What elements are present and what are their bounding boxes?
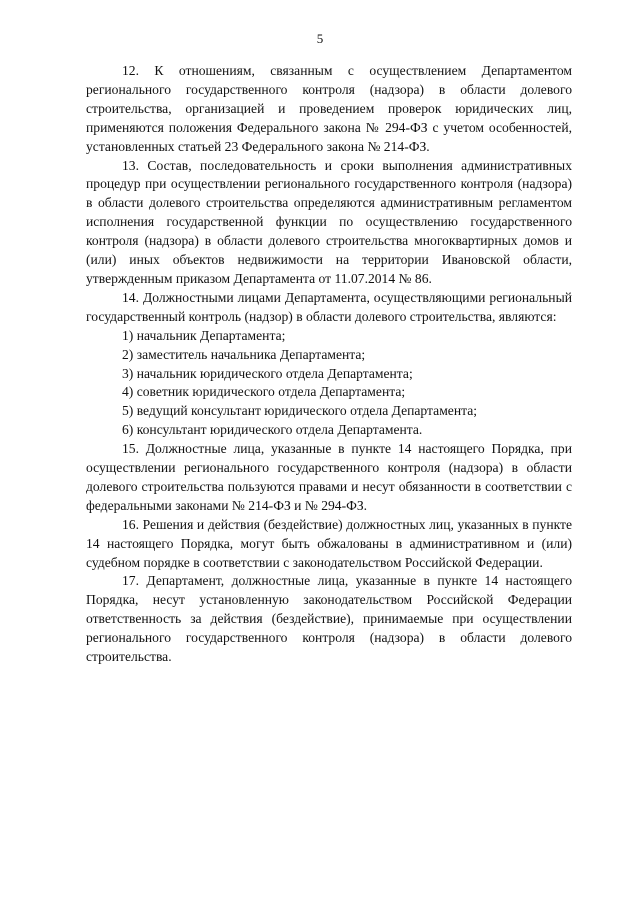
paragraph-16: 16. Решения и действия (бездействие) должностных лиц, указанных в пункте 14 настоящего Порядка, могут быть обжалованы в административном и (или) судебном порядке в соответствии с законодательством Российской Федерации.	[86, 516, 572, 570]
page-number: 5	[316, 31, 324, 46]
list-item: 4) советник юридического отдела Департамента;	[122, 384, 406, 400]
list-item: 2) заместитель начальника Департамента;	[122, 346, 366, 362]
paragraph-12: 12. К отношениям, связанным с осуществлением Департаментом регионального государственного контроля (надзора) в области долевого строительства, организацией и проведением проверок юридических лиц, применяются положения Федерального закона № 294-ФЗ с учетом особенностей, установленных статьей 23 Федерального закона № 214-ФЗ.	[86, 63, 572, 154]
list-item: 5) ведущий консультант юридического отдела Департамента;	[122, 403, 478, 419]
document-body	[86, 62, 572, 667]
paragraph-14: 14. Должностными лицами Департамента, осуществляющими региональный государственный контроль (надзор) в области долевого строительства, являются:	[86, 289, 572, 324]
list-item: 6) консультант юридического отдела Департамента.	[122, 422, 423, 438]
paragraph-15: 15. Должностные лица, указанные в пункте 14 настоящего Порядка, при осуществлении регионального государственного контроля (надзора) в области долевого строительства пользуются правами и несут обязанности в соответствии с федеральными законами № 214-ФЗ и № 294-ФЗ.	[86, 441, 572, 513]
list-item: 3) начальник юридического отдела Департамента;	[122, 365, 413, 381]
list-item: 1) начальник Департамента;	[122, 327, 286, 343]
paragraph-13: 13. Состав, последовательность и сроки выполнения административных процедур при осуществлении регионального государственного контроля (надзора) в области долевого строительства определяются административным регламентом исполнения государственной функции по осуществлению государственного контроля (надзора) в области долевого строительства многоквартирных домов и (или) иных объектов недвижимости на территории Ивановской области, утвержденным приказом Департамента от 11.07.2014 № 86.	[86, 157, 572, 286]
paragraph-17: 17. Департамент, должностные лица, указанные в пункте 14 настоящего Порядка, несут установленную законодательством Российской Федерации ответственность за действия (бездействие), принимаемые при осуществлении регионального государственного контроля (надзора) в области долевого строительства.	[86, 573, 572, 665]
